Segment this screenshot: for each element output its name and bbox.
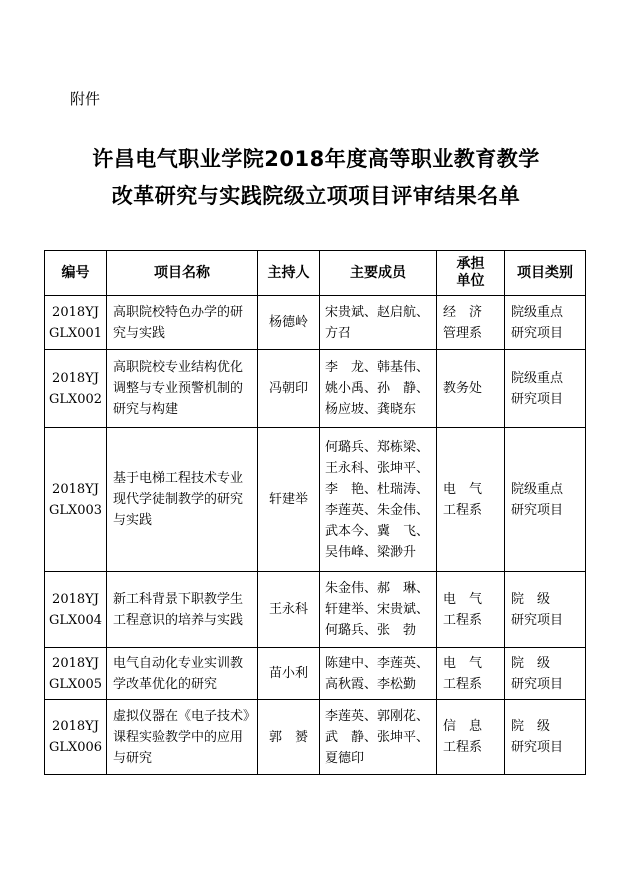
category-line: 院 级 (511, 655, 551, 671)
cell-category (505, 572, 586, 648)
member-line: 宋贵斌、赵启航、 (325, 304, 430, 320)
category-line: 院级重点 (511, 481, 564, 497)
category-line: 院级重点 (511, 370, 564, 386)
unit-line: 工程系 (443, 502, 483, 518)
code-line: 2018YJ (52, 719, 99, 734)
category-line: 研究项目 (511, 676, 564, 692)
header-unit-line1: 承担 (456, 256, 485, 272)
code-line: 2018YJ (52, 370, 99, 386)
unit-line: 工程系 (443, 612, 483, 628)
cell-unit (437, 700, 505, 775)
member-line: 李 龙、韩基伟、 (325, 360, 430, 375)
cell-members (320, 700, 437, 775)
member-line: 陈建中、李莲英、 (325, 655, 430, 671)
document-title-line1: 许昌电气职业学院2018年度高等职业教育教学 (92, 147, 540, 171)
member-line: 方召 (325, 325, 352, 341)
member-line: 李莲英、郭刚花、 (325, 708, 430, 724)
cell-unit (437, 296, 505, 350)
member-line: 朱金伟、郝 琳、 (325, 581, 430, 596)
cell-code (45, 428, 107, 572)
cell-unit (437, 572, 505, 648)
table-row (45, 700, 586, 775)
member-line: 王永科、张坤平、 (325, 460, 430, 476)
code-line: 2018YJ (52, 481, 99, 497)
cell-project-name: 高职院校专业结构优化调整与专业预警机制的研究与构建 (107, 350, 258, 428)
unit-line: 经 济 (443, 304, 483, 320)
cell-host: 苗小利 (258, 648, 320, 700)
unit-line: 工程系 (443, 676, 483, 692)
unit-line: 电 气 (443, 655, 483, 671)
code-line: 2018YJ (52, 655, 99, 671)
cell-host: 王永科 (258, 572, 320, 648)
code-line: GLX001 (48, 325, 103, 341)
cell-project-name: 电气自动化专业实训教学改革优化的研究 (107, 648, 258, 700)
document-title-line2: 改革研究与实践院级立项项目评审结果名单 (111, 184, 521, 208)
cell-code (45, 700, 107, 775)
code-line: 2018YJ (52, 591, 99, 607)
member-line: 轩建举、宋贵斌、 (325, 602, 430, 617)
member-line: 李 艳、杜瑞涛、 (325, 481, 430, 497)
header-unit-line2: 单位 (456, 273, 485, 289)
cell-project-name: 新工科背景下职教学生工程意识的培养与实践 (107, 572, 258, 648)
member-line: 姚小禹、孙 静、 (325, 381, 430, 396)
unit-line: 工程系 (443, 740, 483, 755)
cell-code (45, 648, 107, 700)
code-line: GLX006 (48, 740, 103, 755)
table-row (45, 350, 586, 428)
cell-category (505, 700, 586, 775)
unit-line: 电 气 (443, 481, 483, 497)
cell-host: 杨德岭 (258, 296, 320, 350)
unit-line: 管理系 (443, 325, 483, 341)
member-line: 武 静、张坤平、 (325, 729, 430, 745)
results-table (44, 250, 586, 775)
category-line: 研究项目 (511, 325, 564, 341)
code-line: GLX002 (48, 391, 103, 407)
header-host: 主持人 (258, 251, 320, 296)
header-project-name: 项目名称 (107, 251, 258, 296)
member-line: 吴伟峰、梁渺升 (325, 544, 417, 560)
table-header-row (45, 251, 586, 296)
cell-members (320, 648, 437, 700)
category-line: 院 级 (511, 719, 551, 734)
cell-host: 轩建举 (258, 428, 320, 572)
member-line: 夏德印 (325, 750, 365, 766)
cell-category (505, 648, 586, 700)
header-code: 编号 (45, 251, 107, 296)
category-line: 院级重点 (511, 304, 564, 320)
cell-code (45, 296, 107, 350)
member-line: 何璐兵、张 勃 (325, 623, 417, 638)
cell-category (505, 428, 586, 572)
cell-host: 郭 赟 (258, 700, 320, 775)
member-line: 杨应坡、龚晓东 (325, 402, 417, 417)
code-line: GLX005 (48, 676, 103, 692)
cell-project-name: 基于电梯工程技术专业现代学徒制教学的研究与实践 (107, 428, 258, 572)
header-category: 项目类别 (505, 251, 586, 296)
category-line: 研究项目 (511, 612, 564, 628)
category-line: 研究项目 (511, 740, 564, 755)
cell-members (320, 350, 437, 428)
attachment-label: 附件 (70, 90, 101, 108)
cell-members (320, 296, 437, 350)
unit-line: 电 气 (443, 591, 483, 607)
member-line: 何璐兵、郑栋梁、 (325, 439, 430, 455)
cell-members (320, 572, 437, 648)
cell-members (320, 428, 437, 572)
cell-host: 冯朝印 (258, 350, 320, 428)
cell-code (45, 572, 107, 648)
cell-unit (437, 350, 505, 428)
cell-category (505, 296, 586, 350)
table-row (45, 428, 586, 572)
member-line: 高秋霞、李松勤 (325, 676, 417, 692)
category-line: 研究项目 (511, 502, 564, 518)
cell-unit (437, 648, 505, 700)
cell-code (45, 350, 107, 428)
table-row (45, 572, 586, 648)
header-unit (437, 251, 505, 296)
member-line: 武本今、冀 飞、 (325, 523, 430, 539)
header-members: 主要成员 (320, 251, 437, 296)
cell-category (505, 350, 586, 428)
table-row (45, 648, 586, 700)
code-line: GLX004 (48, 612, 103, 628)
code-line: 2018YJ (52, 304, 99, 320)
table-row (45, 296, 586, 350)
cell-project-name: 虚拟仪器在《电子技术》课程实验教学中的应用与研究 (107, 700, 258, 775)
code-line: GLX003 (48, 502, 103, 518)
category-line: 院 级 (511, 591, 551, 607)
unit-line: 教务处 (443, 381, 483, 396)
unit-line: 信 息 (443, 719, 483, 734)
cell-unit (437, 428, 505, 572)
category-line: 研究项目 (511, 391, 564, 407)
cell-project-name: 高职院校特色办学的研究与实践 (107, 296, 258, 350)
member-line: 李莲英、朱金伟、 (325, 502, 430, 518)
